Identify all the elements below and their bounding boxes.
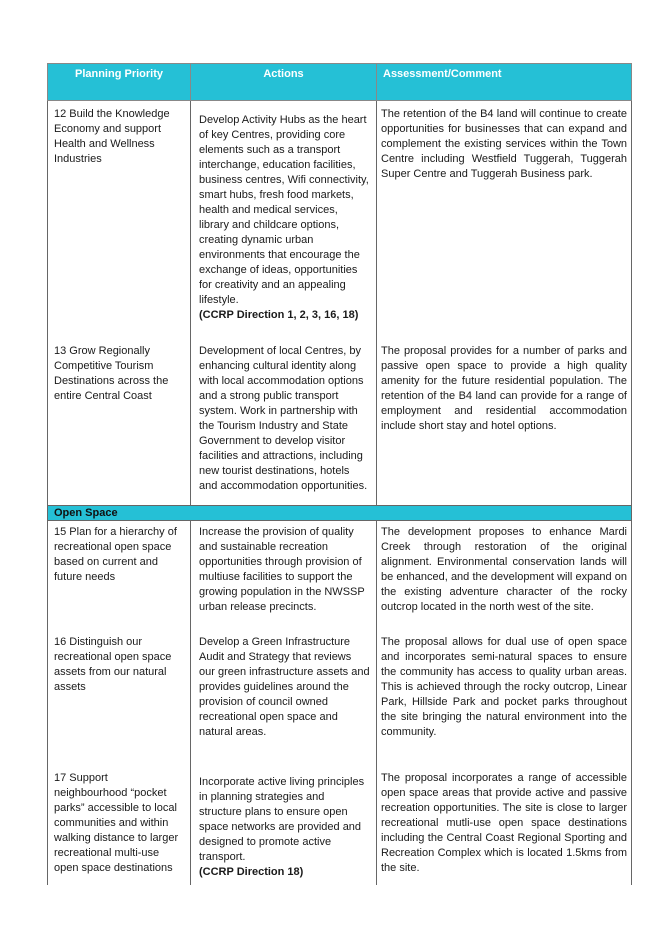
priority-cell: 12 Build the Knowledge Economy and support Health and Wellness Industries — [48, 101, 191, 340]
table-row — [48, 521, 632, 631]
priority-cell: 15 Plan for a hierarchy of recreational open space based on current and future needs — [48, 521, 191, 631]
planning-priorities-table — [47, 63, 632, 885]
comment-cell: The proposal allows for dual use of open space and incorporates semi-natural spaces to ensure the community has access to quality urban areas. This is achieved through the rocky outcrop, Linear Park, Hillside Park and pocket parks throughout the site bringing the natural environment into the community. — [377, 631, 632, 767]
action-reference: (CCRP Direction 18) — [199, 865, 304, 878]
table-row — [48, 767, 632, 885]
header-assessment-comment: Assessment/Comment — [377, 64, 632, 101]
table-row — [48, 340, 632, 506]
section-title: Open Space — [48, 506, 632, 521]
header-planning-priority: Planning Priority — [48, 64, 191, 101]
priority-cell: 17 Support neighbourhood “pocket parks” accessible to local communities and within walking distance to larger recreational multi-use open space destinations — [48, 767, 191, 885]
action-text: Incorporate active living principles in planning strategies and structure plans to ensure open space networks are provided and designed to promote active transport. — [199, 775, 365, 863]
comment-cell: The development proposes to enhance Mardi Creek through restoration of the original alignment. Environmental conservation lands will be enhanced, and the development will expand on the existing adventure character of the rocky outcrop located in the north west of the site. — [377, 521, 632, 631]
table-row — [48, 631, 632, 767]
priority-cell: 16 Distinguish our recreational open space assets from our natural assets — [48, 631, 191, 767]
comment-cell: The proposal incorporates a range of accessible open space areas that provide active and passive recreation opportunities. The site is close to larger recreational mutli-use open space destinations including the Central Coast Regional Sporting and Recreation Complex which is located 1.5kms from the site. — [377, 767, 632, 885]
action-cell — [191, 101, 377, 340]
table-header-row — [48, 64, 632, 101]
comment-cell: The retention of the B4 land will continue to create opportunities for businesses that can expand and complement the existing services within the Town Centre including Westfield Tuggerah, Tuggerah Super Centre and Tuggerah Business park. — [377, 101, 632, 340]
header-actions: Actions — [191, 64, 377, 101]
priority-cell: 13 Grow Regionally Competitive Tourism Destinations across the entire Central Coast — [48, 340, 191, 506]
comment-cell: The proposal provides for a number of parks and passive open space to provide a high quality amenity for the future residential population. The retention of the B4 land can provide for a range of employment and residential accommodation include short stay and hotel options. — [377, 340, 632, 506]
action-text: Develop Activity Hubs as the heart of key Centres, providing core elements such as a transport interchange, education facilities, business centres, Wifi connectivity, smart hubs, fresh food markets, health and medical services, library and childcare options, creating dynamic urban environments that encourage the exchange of ideas, opportunities for creativity and an appealing lifestyle. — [199, 114, 369, 306]
table-row — [48, 101, 632, 340]
action-cell: Develop a Green Infrastructure Audit and Strategy that reviews our green infrastructure assets and provides guidelines around the provision of council owned recreational open space and natural areas. — [191, 631, 377, 767]
action-cell — [191, 767, 377, 885]
action-reference: (CCRP Direction 1, 2, 3, 16, 18) — [199, 309, 359, 321]
action-cell: Increase the provision of quality and sustainable recreation opportunities through provision of multiuse facilities to support the growing population in the NWSSP urban release precincts. — [191, 521, 377, 631]
action-cell: Development of local Centres, by enhancing cultural identity along with local accommodation options and a strong public transport system. Work in partnership with the Tourism Industry and State Government to develop visitor facilities and attractions, including new tourist destinations, hotels and accommodation opportunities. — [191, 340, 377, 506]
section-row-open-space — [48, 506, 632, 521]
